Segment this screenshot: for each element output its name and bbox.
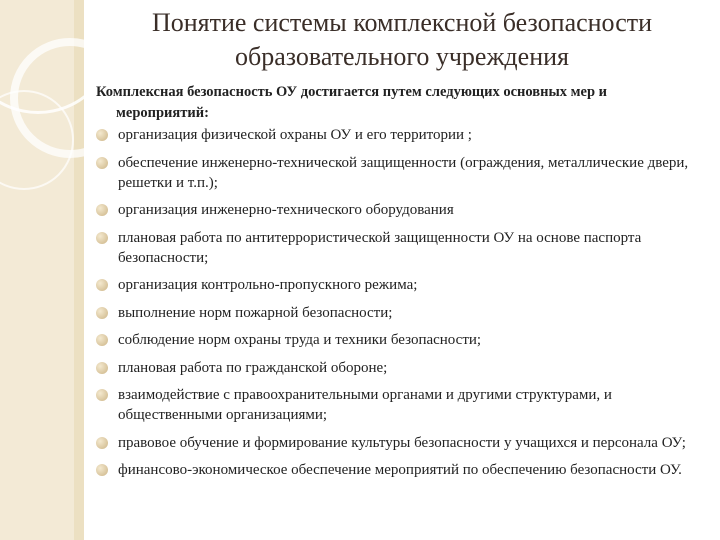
list-item (96, 433, 702, 453)
list-item (96, 275, 702, 295)
list-item-text: организация инженерно-технического оборудования (118, 202, 454, 218)
list-item (96, 153, 702, 193)
measures-list (96, 125, 702, 480)
bullet-icon (96, 157, 108, 169)
bullet-icon (96, 279, 108, 291)
slide-title-line-2: образовательного учреждения (235, 42, 569, 71)
bullet-icon (96, 232, 108, 244)
slide-title-line-1: Понятие системы комплексной безопасности (151, 8, 653, 37)
list-item-text: правовое обучение и формирование культуры безопасности у учащихся и персонала ОУ; (118, 434, 686, 451)
list-item (96, 228, 702, 268)
list-item-text: взаимодействие с правоохранительными органами и другими структурами, и общественными организациями; (118, 387, 612, 423)
list-item-text: выполнение норм пожарной безопасности; (118, 304, 393, 321)
decorative-side-panel (0, 0, 84, 540)
list-item (96, 200, 702, 220)
intro-text: Комплексная безопасность ОУ достигается путем следующих основных мер и мероприятий: (96, 84, 608, 121)
bullet-icon (96, 389, 108, 401)
bullet-icon (96, 362, 108, 374)
bullet-icon (96, 334, 108, 346)
list-item (96, 460, 702, 480)
list-item-text: финансово-экономическое обеспечение мероприятий по обеспечению безопасности ОУ. (118, 462, 682, 478)
list-item-text: соблюдение норм охраны труда и техники безопасности; (118, 332, 482, 348)
list-item (96, 385, 702, 425)
list-item-text: обеспечение инженерно-технической защищенности (ограждения, металлические двери, решетки и т.п.); (118, 154, 689, 191)
list-item (96, 330, 702, 350)
list-item-text: организация физической охраны ОУ и его территории ; (118, 127, 472, 143)
list-item (96, 125, 702, 145)
list-item-text: организация контрольно-пропускного режима; (118, 277, 418, 293)
slide-content (96, 82, 702, 488)
bullet-icon (96, 464, 108, 476)
bullet-icon (96, 129, 108, 141)
bullet-icon (96, 204, 108, 216)
list-item (96, 303, 702, 323)
slide-title (84, 6, 720, 74)
bullet-icon (96, 307, 108, 319)
list-item (96, 358, 702, 378)
list-item-text: плановая работа по гражданской обороне; (118, 359, 388, 376)
bullet-icon (96, 437, 108, 449)
list-item-text: плановая работа по антитеррористической защищенности ОУ на основе паспорта безопасности; (118, 229, 642, 266)
